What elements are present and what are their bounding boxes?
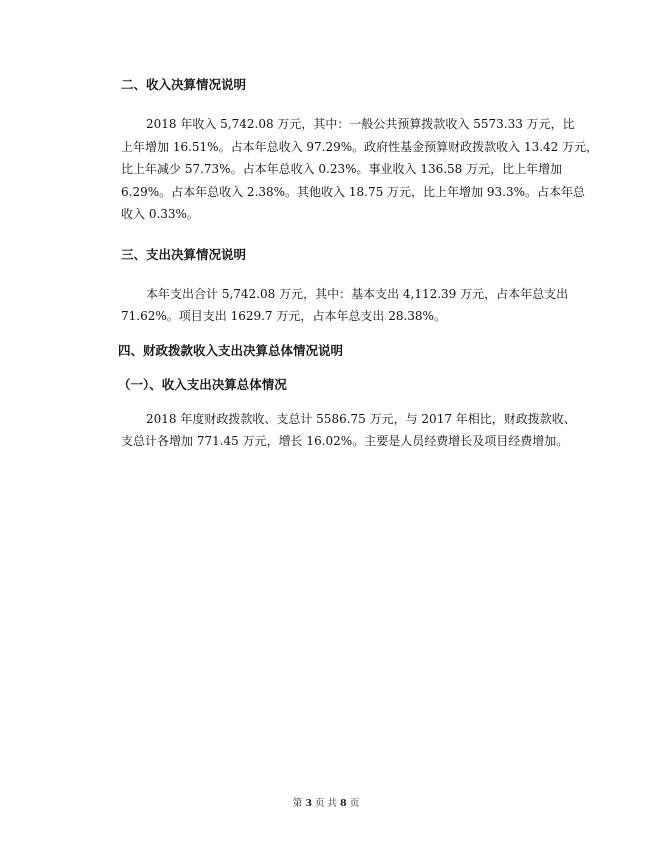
footer-total-pages: 8: [340, 798, 347, 809]
income-line: 比上年减少 57.73%。占本年总收入 0.23%。事业收入 136.58 万元，比上年增加: [121, 162, 563, 176]
income-line: 收入 0.33%。: [121, 207, 199, 221]
finance-section-heading: 四、财政拨款收入支出决算总体情况说明: [118, 342, 344, 358]
income-line: 6.29%。占本年总收入 2.38%。其他收入 18.75 万元，比上年增加 93.3%。占本年总: [121, 184, 585, 199]
expense-paragraph: [96, 283, 569, 328]
finance-paragraph: [96, 408, 576, 453]
footer-suffix: 页: [349, 798, 360, 809]
income-section-heading: 二、收入决算情况说明: [121, 77, 247, 92]
finance-sub-heading: （一）、收入支出决算总体情况: [118, 376, 287, 392]
income-paragraph: [96, 113, 599, 226]
finance-line: 2018 年度财政拨款收、支总计 5586.75 万元，与 2017 年相比，财政拨款收、: [146, 411, 576, 426]
page-footer: [0, 795, 652, 809]
footer-current-page: 3: [305, 798, 312, 809]
income-line: 2018 年收入 5,742.08 万元，其中：一般公共预算拨款收入 5573.33 万元，比: [146, 117, 575, 131]
page-content: [96, 74, 599, 453]
footer-prefix: 第: [292, 798, 303, 809]
income-line: 上年增加 16.51%。占本年总收入 97.29%。政府性基金预算财政拨款收入 13.42 万元，: [121, 139, 599, 154]
expense-line: 本年支出合计 5,742.08 万元，其中：基本支出 4,112.39 万元，占本年总支出: [146, 286, 569, 301]
finance-line: 支总计各增加 771.45 万元，增长 16.02%。主要是人员经费增长及项目经费增加。: [121, 434, 569, 448]
expense-section-heading: 三、支出决算情况说明: [121, 246, 247, 262]
footer-middle: 页 共: [314, 798, 338, 809]
expense-line: 71.62%。项目支出 1629.7 万元，占本年总支出 28.38%。: [121, 309, 446, 323]
